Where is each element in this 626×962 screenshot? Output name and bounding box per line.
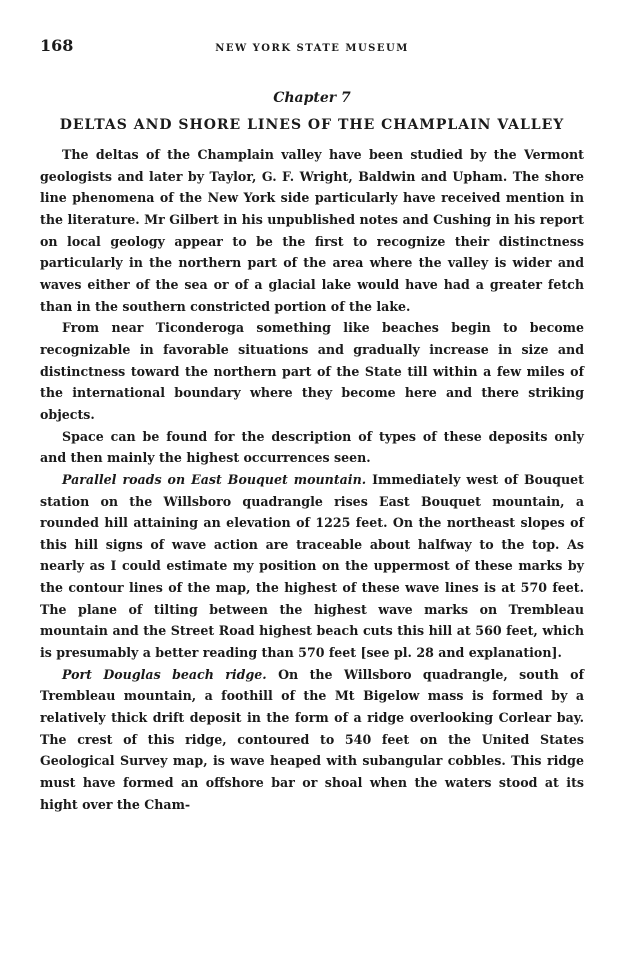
chapter-title: DELTAS AND SHORE LINES OF THE CHAMPLAIN VALLEY xyxy=(59,117,565,133)
page-header xyxy=(40,36,584,60)
paragraph xyxy=(40,144,584,317)
chapter-label: Chapter 7 xyxy=(273,90,351,106)
running-head: NEW YORK STATE MUSEUM xyxy=(215,43,409,54)
paragraph-text: On the Willsboro quadrangle, south of Trembleau mountain, a foothill of the Mt Bigelow mass is formed by a relatively thick drift deposit in the form of a ridge overlooking Corlear bay. The crest of this ridge, contoured to 540 feet on the United States Geological Survey map, is wave heaped with subangular cobbles. This ridge must have formed an offshore bar or shoal when the waters stood at its hight over the Cham- xyxy=(40,666,584,812)
document-page xyxy=(40,36,584,815)
paragraph-text: From near Ticonderoga something like beaches begin to become recognizable in favorable situations and gradually increase in size and distinctness toward the northern part of the State till within a few miles of the international boundary where they become here and there striking objects. xyxy=(40,320,584,422)
section-lead: Port Douglas beach ridge. xyxy=(62,666,267,682)
paragraph-text: The deltas of the Champlain valley have been studied by the Vermont geologists and later by Taylor, G. F. Wright, Baldwin and Upham. The shore line phenomena of the New York side particularly have received mention in the literature. Mr Gilbert in his unpublished notes and Cushing in his report on local geology appear to be the first to recognize their distinctness particularly in the northern part of the area where the valley is wider and waves either of the sea or of a glacial lake would have had a greater fetch than in the southern constricted portion of the lake. xyxy=(40,147,584,314)
paragraph-text: Immediately west of Bouquet station on the Willsboro quadrangle rises East Bouquet mountain, a rounded hill attaining an elevation of 1225 feet. On the northeast slopes of this hill signs of wave action are traceable about halfway to the top. As nearly as I could estimate my position on the uppermost of these marks by the contour lines of the map, the highest of these wave lines is at 570 feet. The plane of tilting between the highest wave marks on Trembleau mountain and the Street Road highest beach cuts this hill at 560 feet, which is presumably a better reading than 570 feet [see pl. 28 and explanation]. xyxy=(40,471,584,661)
page-number: 168 xyxy=(40,36,74,55)
section-lead: Parallel roads on East Bouquet mountain. xyxy=(62,471,367,487)
paragraph xyxy=(40,664,584,816)
paragraph xyxy=(40,426,584,469)
paragraph-text: Space can be found for the description of types of these deposits only and then mainly the highest occurrences seen. xyxy=(40,428,584,466)
paragraph xyxy=(40,317,584,425)
body-text xyxy=(40,144,584,815)
paragraph xyxy=(40,469,584,664)
